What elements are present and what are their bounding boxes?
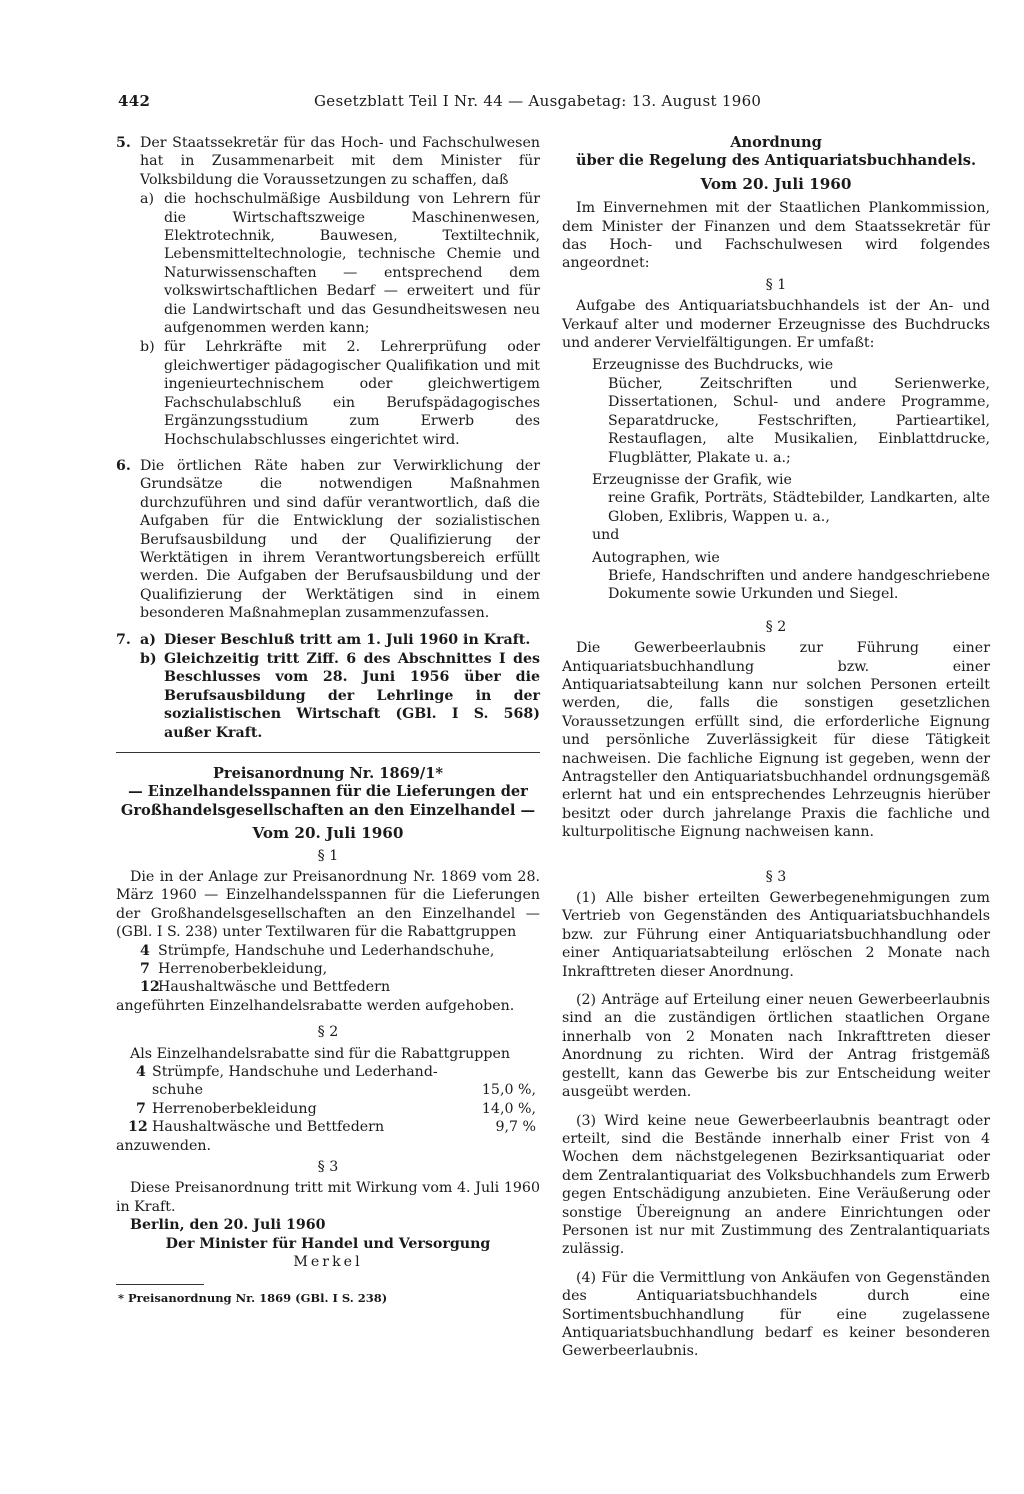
sub-text: Dieser Beschluß tritt am 1. Juli 1960 in Kraft. [164,631,531,648]
page-header [118,92,792,110]
footnote: * Preisanordnung Nr. 1869 (GBl. I S. 238) [118,1290,388,1305]
rabatt-label-cont: schuhe [152,1082,204,1099]
paragraph-3-sign: § 3 [317,1159,339,1176]
item-number: 5. [116,135,131,151]
rabatt-group: 7 [136,1100,146,1117]
sub-item-a [116,190,540,337]
minister-title: Der Minister für Handel und Versorgung [165,1235,491,1252]
group-text: Herrenoberbekleidung, [158,961,328,978]
paragraph-3-sub-4: (4) Für die Vermittlung von Ankäufen von Gegenständen des Antiquariatsbuchhandels durch eine Sortimentsbuchhandlung für eine zugelassene Antiquariatsbuchhandlung bedarf es keiner besonderen Gewerbeerlaubnis. [562,1269,990,1360]
rabatt-label: Strümpfe, Handschuhe und Lederhand- [152,1064,438,1081]
rabatt-group: 4 [136,1064,146,1081]
paragraph-2-text: Als Einzelhandelsrabatte sind für die Rabattgruppen [130,1045,510,1062]
preis-subtitle-1: — Einzelhandelsspannen für die Lieferungen der [128,783,528,801]
preis-title: Preisanordnung Nr. 1869/1* [212,765,444,782]
group-text: Haushaltwäsche und Bettfedern [158,979,391,996]
paragraph-2-end: anzuwenden. [116,1137,212,1154]
rabatt-value: 15,0 %, [481,1082,536,1099]
group-items: Bücher, Zeitschriften und Serienwerke, Dissertationen, Schul- und andere Programme, Separatdrucke, Festschriften, Partieartikel, Restauflagen, alte Musikalien, Einblattdrucke, Flugblätter, Plakate u. a.; [608,375,990,466]
place-date: Berlin, den 20. Juli 1960 [130,1217,326,1234]
minister-name: Merkel [293,1254,363,1271]
paragraph-3-sub-1: (1) Alle bisher erteilten Gewerbegenehmigungen zum Vertrieb von Gegenständen des Antiquariatsbuchhandels bzw. zur Führung einer Antiquariatsbuchhandlung oder einer Antiquariatsabteilung erlöschen 2 Monate nach Inkrafttreten dieser Anordnung. [562,890,990,980]
paragraph-1-sign: § 1 [317,847,339,864]
rabatt-group-item [136,960,540,978]
paragraph-2-text: Die Gewerbeerlaubnis zur Führung einer Antiquariatsbuchhandlung bzw. einer Antiquariatsabteilung kann nur solchen Personen erteilt werden, die, falls die sonstigen gesetzlichen Voraussetzungen erfüllt sind, die erforderliche Eignung und persönliche Zuverlässigkeit für diese Tätigkeit nachweisen. Die fachliche Eignung ist gegeben, wenn der Antragsteller den Antiquariatsbuchhandel ordnungsgemäß erlernt hat und ein entsprechendes Lehrzeugnis hierüber besitzt oder durch jahrelange Praxis die fachliche und kulturpolitische Eignung nachweisen kann. [562,640,990,841]
paragraph-2-sign: § 2 [317,1024,339,1041]
group-heading: Erzeugnisse des Buchdrucks, wie [592,357,834,374]
paragraph-2-sign: § 2 [765,618,787,635]
page-number: 442 [118,92,151,110]
paragraph-3-sub-2: (2) Anträge auf Erteilung einer neuen Gewerbeerlaubnis sind an die zuständigen örtlichen staatlichen Organe innerhalb von 2 Monaten nach Inkrafttreten dieser Anordnung zu richten. Wird der Antrag fristgemäß gestellt, kann das Gewerbe bis zur Entscheidung weiter ausgeübt werden. [562,992,990,1101]
anordnung-intro: Im Einvernehmen mit der Staatlichen Plankommission, dem Minister der Finanzen und dem Staatssekretär für das Hoch- und Fachschulwesen wird folgendes angeordnet: [562,200,990,272]
rabatt-label: Herrenoberbekleidung [152,1100,317,1117]
item-5 [116,134,540,449]
anordnung-date: Vom 20. Juli 1960 [700,174,852,193]
group-heading: Autographen, wie [592,549,720,566]
sub-item-b [116,338,540,448]
item-number: 7. [116,631,131,648]
paragraph-3-text: Diese Preisanordnung tritt mit Wirkung vom 4. Juli 1960 in Kraft. [116,1180,540,1215]
rabatt-row [116,1063,540,1100]
paragraph-3-sign: § 3 [765,868,787,885]
group-items: reine Grafik, Porträts, Städtebilder, Landkarten, alte Globen, Exlibris, Wappen u. a., [608,490,990,525]
sub-label: a) [140,631,156,648]
rabatt-value: 14,0 %, [481,1100,536,1117]
item-6 [116,457,540,623]
group-text: Strümpfe, Handschuhe und Lederhandschuhe, [158,942,495,959]
section-divider [116,752,540,753]
rabatt-value: 9,7 % [495,1119,536,1136]
paragraph-3-sub-3: (3) Wird keine neue Gewerbeerlaubnis beantragt oder erteilt, sind die Bestände innerhalb einer Frist von 4 Wochen dem nächstgelegenen Bezirksantiquariat oder dem Zentralantiquariat des Volksbuchhandels zum Erwerb gegen Entschädigung anzubieten. Eine Veräußerung oder sonstige Übereignung an andere Einrichtungen oder Personen ist nur mit Zustimmung des Zentralantiquariats zulässig. [562,1112,990,1258]
rabatt-group: 12 [128,1119,148,1136]
conjunction: und [592,527,620,544]
sub-text: für Lehrkräfte mit 2. Lehrerprüfung oder gleichwertiger pädagogischer Qualifikation und mit ingenieurtechnischem oder gleichwertigem Fachschulabschluß ein Berufspädagogisches Ergänzungsstudium zum Erwerb des Hochschulabschlusses eingerichtet wird. [164,339,540,448]
sub-text: Gleichzeitig tritt Ziff. 6 des Abschnittes I des Beschlusses vom 28. Juni 1956 über die Berufsausbildung der Lehrlinge in der sozialistischen Wirtschaft (GBl. I S. 568) außer Kraft. [164,650,540,741]
sub-label: b) [140,650,157,667]
paragraph-1-text: Die in der Anlage zur Preisanordnung Nr. 1869 vom 28. März 1960 — Einzelhandelsspannen für die Lieferungen der Großhandelsgesellschaften an den Einzelhandel — (GBl. I S. 238) unter Textilwaren für die Rabattgruppen [116,869,540,941]
paragraph-1-sign: § 1 [765,276,787,293]
sub-label: b) [140,339,155,356]
sub-item-a [116,631,540,649]
gazette-title: Gesetzblatt Teil I Nr. 44 — Ausgabetag: 13. August 1960 [314,92,762,110]
group-heading: Erzeugnisse der Grafik, wie [592,471,792,488]
rabatt-group-item [136,978,540,996]
rabatt-label: Haushaltwäsche und Bettfedern [152,1119,385,1136]
item-number: 6. [116,457,131,474]
sub-label: a) [140,191,154,208]
preis-subtitle-2: Großhandelsgesellschaften an den Einzelhandel — [120,801,536,819]
anordnung-title: Anordnung [730,134,822,151]
item-text: Die örtlichen Räte haben zur Verwirklichung der Grundsätze die notwendigen Maßnahmen durchzuführen und sind dafür verantwortlich, daß die Aufgaben für die Entwicklung der sozialistischen Berufsausbildung und der Qualifizierung der Werktätigen in ihrem Verantwortungsbereich erfüllt werden. Die Aufgaben der Berufsausbildung und der Qualifizierung der Werktätigen sind in einem besonderen Maßnahmeplan zusammenzufassen. [140,457,540,622]
item-text: Der Staatssekretär für das Hoch- und Fachschulwesen hat in Zusammenarbeit mit dem Minister für Volksbildung die Voraussetzungen zu schaffen, daß [140,135,540,188]
rabatt-row [116,1118,540,1136]
group-number: 4 [140,942,150,959]
rabatt-row [116,1100,540,1118]
paragraph-1-text: Aufgabe des Antiquariatsbuchhandels ist der An- und Verkauf alter und moderner Erzeugnisse des Buchdrucks und anderer Vervielfältigungen. Er umfaßt: [562,298,990,352]
anordnung-subtitle: über die Regelung des Antiquariatsbuchhandels. [575,152,977,170]
preisanordnung [116,765,540,1307]
footnote-divider [116,1284,204,1285]
right-column [562,134,990,1361]
item-7 [116,631,540,742]
preis-date: Vom 20. Juli 1960 [252,824,404,843]
paragraph-1-end: angeführten Einzelhandelsrabatte werden aufgehoben. [116,997,515,1014]
rabatt-group-item [136,942,540,960]
group-number: 7 [140,961,150,978]
left-column [116,134,540,1307]
sub-text: die hochschulmäßige Ausbildung von Lehrern für die Wirtschaftszweige Maschinenwesen, Elektrotechnik, Bauwesen, Textiltechnik, Lebensmitteltechnologie, technische Chemie und Naturwissenschaften — entsprechend dem volkswirtschaftlichen Bedarf — erweitert und für die Landwirtschaft und das Gesundheitswesen neu aufgenommen werden kann; [164,191,540,337]
sub-item-b [116,650,540,742]
group-items: Briefe, Handschriften und andere handgeschriebene Dokumente sowie Urkunden und Siegel. [608,567,990,603]
group-number: 12 [140,979,160,996]
